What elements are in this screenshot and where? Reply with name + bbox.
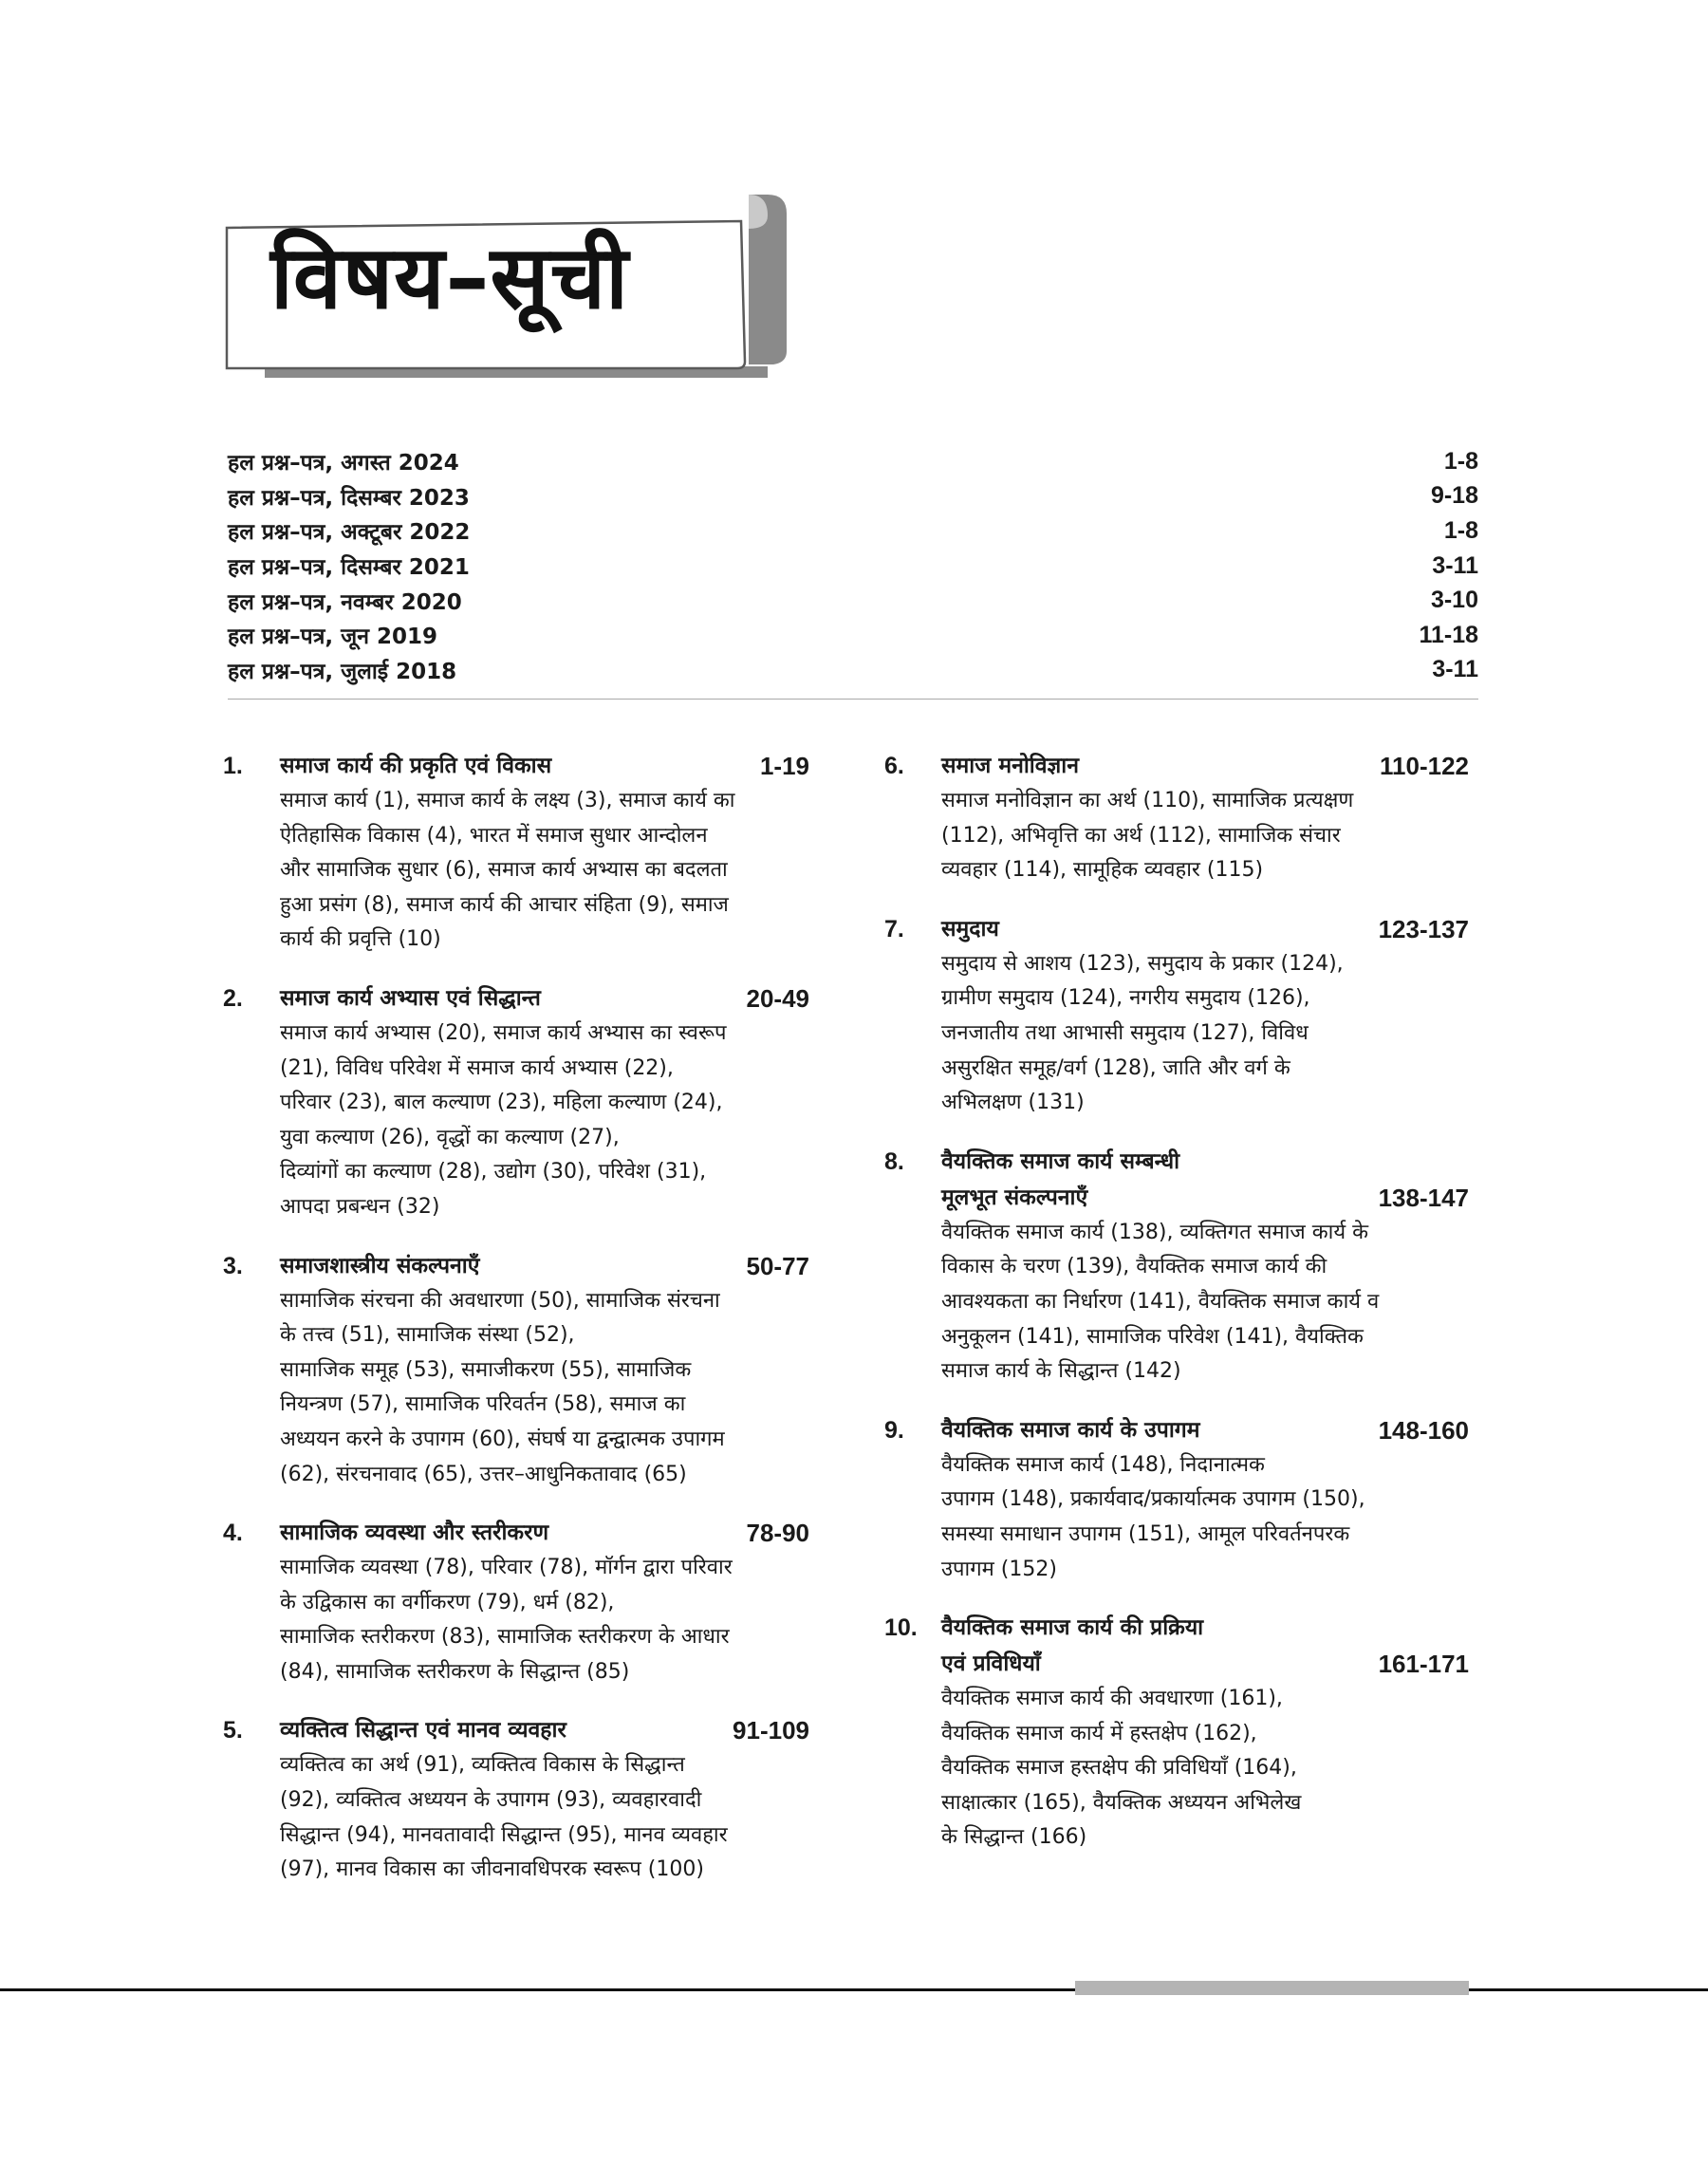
chapter-title: वैयक्तिक समाज कार्य सम्बन्धी [941, 1148, 1180, 1174]
chapter-number: 2. [223, 984, 243, 1012]
paper-row[interactable] [228, 444, 1478, 479]
chapter-title: वैयक्तिक समाज कार्य के उपागम [941, 1417, 1200, 1443]
chapter-topics: समाज कार्य (1), समाज कार्य के लक्ष्य (3), समाज कार्य का ऐतिहासिक विकास (4), भारत में समाज सुधार आन्दोलन और सामाजिक सुधार (6), समाज कार्य अभ्यास का बदलता हुआ प्रसंग (8), समाज कार्य की आचार संहिता (9), समाज कार्य की प्रवृत्ति (10) [280, 789, 735, 952]
paper-label: हल प्रश्न–पत्र, जुलाई 2018 [228, 659, 457, 684]
chapter-title: समाजशास्त्रीय संकल्पनाएँ [280, 1253, 480, 1278]
page-title: विषय–सूची [270, 227, 629, 328]
chapter-heading [223, 1248, 809, 1284]
paper-row[interactable] [228, 513, 1478, 549]
chapter-pages: 110-122 [1380, 752, 1469, 780]
chapters-right-column [884, 748, 1469, 1878]
chapter-topics: समाज कार्य अभ्यास (20), समाज कार्य अभ्यास का स्वरूप (21), विविध परिवेश में समाज कार्य अभ्यास (22), परिवार (23), बाल कल्याण (23), महिला कल्याण (24), युवा कल्याण (26), वृद्धों का कल्याण (27), दिव्यांगों का कल्याण (28), उद्योग (30), परिवेश (31), आपदा प्रबन्धन (32) [280, 1020, 727, 1219]
chapter-topics: सामाजिक व्यवस्था (78), परिवार (78), मॉर्गन द्वारा परिवार के उद्विकास का वर्गीकरण (79), धर्म (82), सामाजिक स्तरीकरण (83), सामाजिक स्तरीकरण के आधार (84), सामाजिक स्तरीकरण के सिद्धान्त (85) [280, 1556, 733, 1684]
paper-pages: 9-18 [1430, 482, 1478, 510]
paper-row[interactable] [228, 583, 1478, 618]
paper-pages: 1-8 [1443, 447, 1478, 475]
chapter-entry[interactable] [223, 748, 809, 958]
chapter-title-continued: मूलभूत संकल्पनाएँ [941, 1185, 1088, 1210]
chapter-entry[interactable] [884, 911, 1469, 1121]
chapter-title-continued: एवं प्रविधियाँ [941, 1651, 1041, 1677]
chapter-heading-continued [884, 1646, 1469, 1682]
chapter-topics: समाज मनोविज्ञान का अर्थ (110), सामाजिक प्रत्यक्षण (112), अभिवृत्ति का अर्थ (112), सामाजिक संचार व्यवहार (114), सामूहिक व्यवहार (115) [941, 789, 1354, 883]
chapter-title: समाज कार्य की प्रकृति एवं विकास [280, 754, 552, 778]
chapter-entry[interactable] [884, 1610, 1469, 1856]
footer-accent-bar [1075, 1981, 1469, 1995]
paper-pages: 1-8 [1443, 516, 1478, 544]
paper-pages: 11-18 [1419, 621, 1478, 648]
chapter-heading [223, 1515, 809, 1551]
paper-row[interactable] [228, 618, 1478, 653]
chapter-title: वैयक्तिक समाज कार्य की प्रक्रिया [941, 1615, 1204, 1641]
chapter-title: व्यक्तित्व सिद्धान्त एवं मानव व्यवहार [280, 1718, 566, 1744]
chapter-topics: समुदाय से आशय (123), समुदाय के प्रकार (124), ग्रामीण समुदाय (124), नगरीय समुदाय (126), जनजातीय तथा आभासी समुदाय (127), विविध असुरक्षित समूह/वर्ग (128), जाति और वर्ग के अभिलक्षण (131) [941, 951, 1344, 1115]
chapter-topics: व्यक्तित्व का अर्थ (91), व्यक्तित्व विकास के सिद्धान्त (92), व्यक्तित्व अध्ययन के उपागम (93), व्यवहारवादी सिद्धान्त (94), मानवतावादी सिद्धान्त (95), मानव व्यवहार (97), मानव विकास का जीवनावधिपरक स्वरूप (100) [280, 1753, 728, 1882]
chapter-number: 9. [884, 1416, 904, 1444]
chapter-pages: 148-160 [1378, 1415, 1469, 1445]
chapter-entry[interactable] [884, 1144, 1469, 1390]
chapter-pages: 91-109 [733, 1716, 809, 1745]
paper-row[interactable] [228, 549, 1478, 584]
section-divider [228, 699, 1478, 700]
paper-pages: 3-11 [1432, 551, 1478, 579]
paper-label: हल प्रश्न–पत्र, जून 2019 [228, 625, 438, 650]
chapter-title: सामाजिक व्यवस्था और स्तरीकरण [280, 1521, 549, 1546]
paper-label: हल प्रश्न–पत्र, अक्टूबर 2022 [228, 520, 471, 546]
chapter-heading [884, 911, 1469, 947]
chapter-entry[interactable] [223, 1515, 809, 1689]
chapter-topics: वैयक्तिक समाज कार्य (148), निदानात्मक उपागम (148), प्रकार्यवाद/प्रकार्यात्मक उपागम (150), समस्या समाधान उपागम (151), आमूल परिवर्तनपरक उपागम (152) [941, 1452, 1365, 1581]
chapter-entry[interactable] [223, 1248, 809, 1493]
chapter-entry[interactable] [223, 980, 809, 1225]
chapter-topics: वैयक्तिक समाज कार्य की अवधारणा (161), वैयक्तिक समाज कार्य में हस्तक्षेप (162), वैयक्तिक समाज हस्तक्षेप की प्रविधियाँ (164), साक्षात्कार (165), वैयक्तिक अध्ययन अभिलेख के सिद्धान्त (166) [941, 1687, 1302, 1850]
chapter-number: 10. [884, 1614, 918, 1642]
chapter-number: 5. [223, 1717, 243, 1745]
paper-row[interactable] [228, 653, 1478, 688]
chapter-topics: सामाजिक संरचना की अवधारणा (50), सामाजिक संरचना के तत्त्व (51), सामाजिक संस्था (52), सामाजिक समूह (53), समाजीकरण (55), सामाजिक नियन्त्रण (57), सामाजिक परिवर्तन (58), समाज का अध्ययन करने के उपागम (60), संघर्ष या द्वन्द्वात्मक उपागम (62), संरचनावाद (65), उत्तर–आधुनिकतावाद (65) [280, 1288, 725, 1486]
paper-label: हल प्रश्न–पत्र, नवम्बर 2020 [228, 589, 462, 615]
chapter-number: 8. [884, 1147, 904, 1175]
chapter-number: 4. [223, 1520, 243, 1547]
chapters-left-column [223, 748, 809, 1911]
chapter-number: 1. [223, 753, 243, 779]
chapter-number: 7. [884, 915, 904, 942]
paper-label: हल प्रश्न–पत्र, दिसम्बर 2023 [228, 485, 470, 511]
chapter-number: 6. [884, 753, 904, 779]
chapter-entry[interactable] [884, 748, 1469, 888]
chapter-entry[interactable] [223, 1712, 809, 1887]
chapter-pages: 138-147 [1378, 1183, 1469, 1212]
chapter-pages: 123-137 [1378, 914, 1469, 943]
chapter-entry[interactable] [884, 1412, 1469, 1587]
chapter-pages: 161-171 [1378, 1650, 1469, 1679]
solved-papers-list [228, 444, 1478, 687]
chapter-pages: 50-77 [746, 1251, 809, 1280]
paper-pages: 3-10 [1430, 587, 1478, 614]
paper-label: हल प्रश्न–पत्र, अगस्त 2024 [228, 451, 459, 476]
chapter-heading-continued [884, 1180, 1469, 1216]
chapter-heading [223, 980, 809, 1017]
chapter-heading [884, 1412, 1469, 1448]
paper-row[interactable] [228, 479, 1478, 514]
title-banner [217, 195, 787, 380]
chapter-heading [884, 1610, 1469, 1646]
chapter-title: समाज कार्य अभ्यास एवं सिद्धान्त [280, 985, 541, 1011]
chapter-pages: 1-19 [759, 752, 809, 780]
chapter-title: समाज मनोविज्ञान [941, 754, 1080, 778]
chapter-heading [223, 748, 809, 784]
chapter-pages: 20-49 [746, 983, 809, 1013]
chapter-heading [884, 748, 1469, 784]
chapter-title: समुदाय [941, 916, 999, 942]
chapter-heading [223, 1712, 809, 1748]
chapter-heading [884, 1144, 1469, 1180]
chapter-number: 3. [223, 1252, 243, 1279]
paper-label: हल प्रश्न–पत्र, दिसम्बर 2021 [228, 555, 470, 581]
chapter-topics: वैयक्तिक समाज कार्य (138), व्यक्तिगत समाज कार्य के विकास के चरण (139), वैयक्तिक समाज कार्य की आवश्यकता का निर्धारण (141), वैयक्तिक समाज कार्य व अनुकूलन (141), सामाजिक परिवेश (141), वैयक्तिक समाज कार्य के सिद्धान्त (142) [941, 1220, 1380, 1384]
chapter-pages: 78-90 [746, 1519, 809, 1548]
paper-pages: 3-11 [1432, 656, 1478, 683]
